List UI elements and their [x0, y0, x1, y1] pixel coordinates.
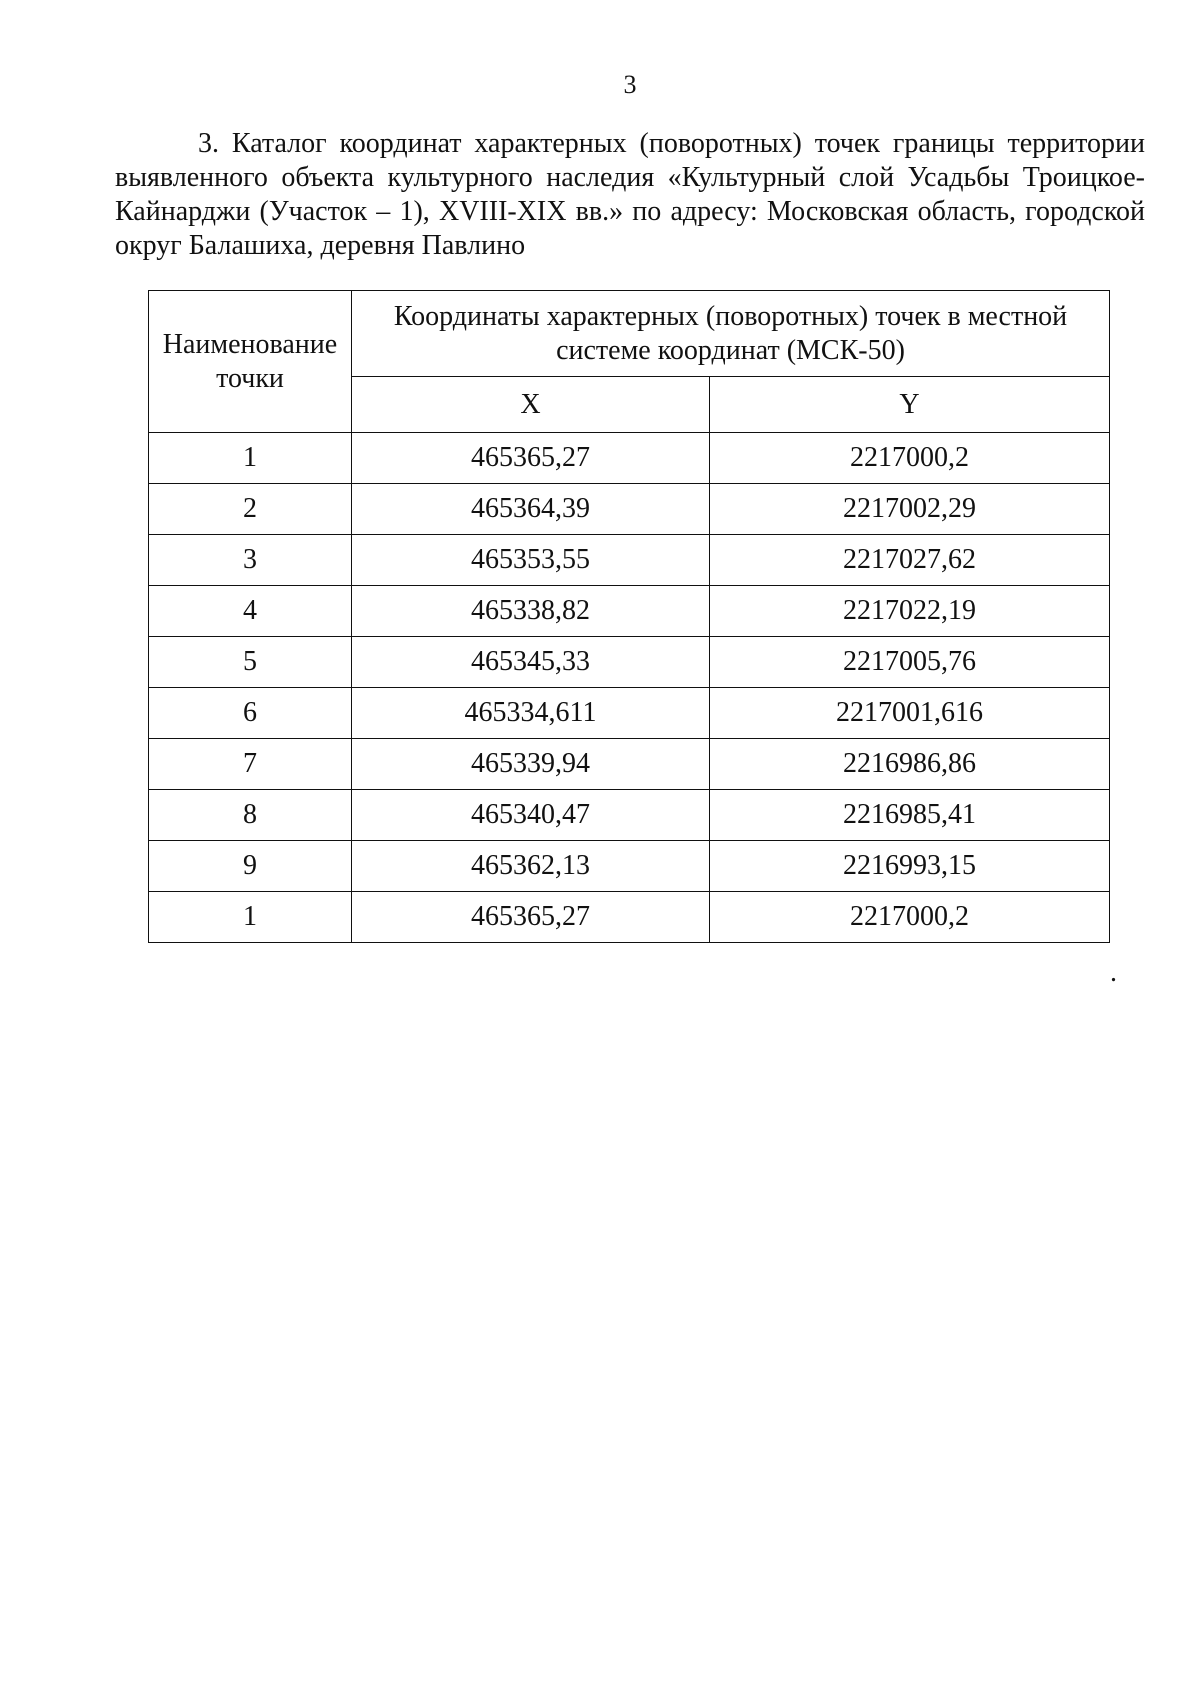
- cell-x: 465364,39: [352, 484, 710, 535]
- header-coords-title: Координаты характерных (поворотных) точек в местной системе координат (МСК-50): [352, 291, 1110, 377]
- cell-x: 465362,13: [352, 841, 710, 892]
- cell-point: 1: [149, 433, 352, 484]
- cell-x: 465345,33: [352, 637, 710, 688]
- cell-y: 2217000,2: [710, 433, 1110, 484]
- cell-x: 465334,611: [352, 688, 710, 739]
- table-row: [149, 688, 1110, 739]
- cell-point: 5: [149, 637, 352, 688]
- table-row: [149, 586, 1110, 637]
- cell-y: 2217027,62: [710, 535, 1110, 586]
- trailing-mark: .: [1110, 957, 1117, 988]
- cell-y: 2217001,616: [710, 688, 1110, 739]
- table-row: [149, 790, 1110, 841]
- cell-point: 3: [149, 535, 352, 586]
- cell-point: 6: [149, 688, 352, 739]
- table-row: [149, 637, 1110, 688]
- cell-x: 465338,82: [352, 586, 710, 637]
- cell-point: 8: [149, 790, 352, 841]
- cell-y: 2217005,76: [710, 637, 1110, 688]
- coordinates-table: [148, 290, 1110, 943]
- cell-point: 2: [149, 484, 352, 535]
- table-row: [149, 739, 1110, 790]
- intro-paragraph: 3. Каталог координат характерных (поворотных) точек границы территории выявленного объекта культурного наследия «Культурный слой Усадьбы Троицкое-Кайнарджи (Участок – 1), XVIII-XIX вв.» по адресу: Московская область, городской округ Балашиха, деревня Павлино: [115, 128, 1145, 261]
- cell-y: 2216985,41: [710, 790, 1110, 841]
- cell-x: 465365,27: [352, 892, 710, 943]
- cell-x: 465365,27: [352, 433, 710, 484]
- cell-point: 9: [149, 841, 352, 892]
- cell-x: 465340,47: [352, 790, 710, 841]
- cell-x: 465339,94: [352, 739, 710, 790]
- cell-point: 4: [149, 586, 352, 637]
- table-header: [149, 291, 1110, 433]
- header-point-name: Наименование точки: [149, 291, 352, 433]
- table-row: [149, 892, 1110, 943]
- cell-y: 2217000,2: [710, 892, 1110, 943]
- cell-y: 2217022,19: [710, 586, 1110, 637]
- table-row: [149, 841, 1110, 892]
- table-row: [149, 535, 1110, 586]
- cell-y: 2216993,15: [710, 841, 1110, 892]
- cell-point: 7: [149, 739, 352, 790]
- page-number: 3: [623, 70, 637, 99]
- cell-y: 2216986,86: [710, 739, 1110, 790]
- header-x: X: [352, 377, 710, 433]
- table-row: [149, 484, 1110, 535]
- table-body: [149, 433, 1110, 943]
- cell-point: 1: [149, 892, 352, 943]
- table-row: [149, 433, 1110, 484]
- cell-y: 2217002,29: [710, 484, 1110, 535]
- header-y: Y: [710, 377, 1110, 433]
- cell-x: 465353,55: [352, 535, 710, 586]
